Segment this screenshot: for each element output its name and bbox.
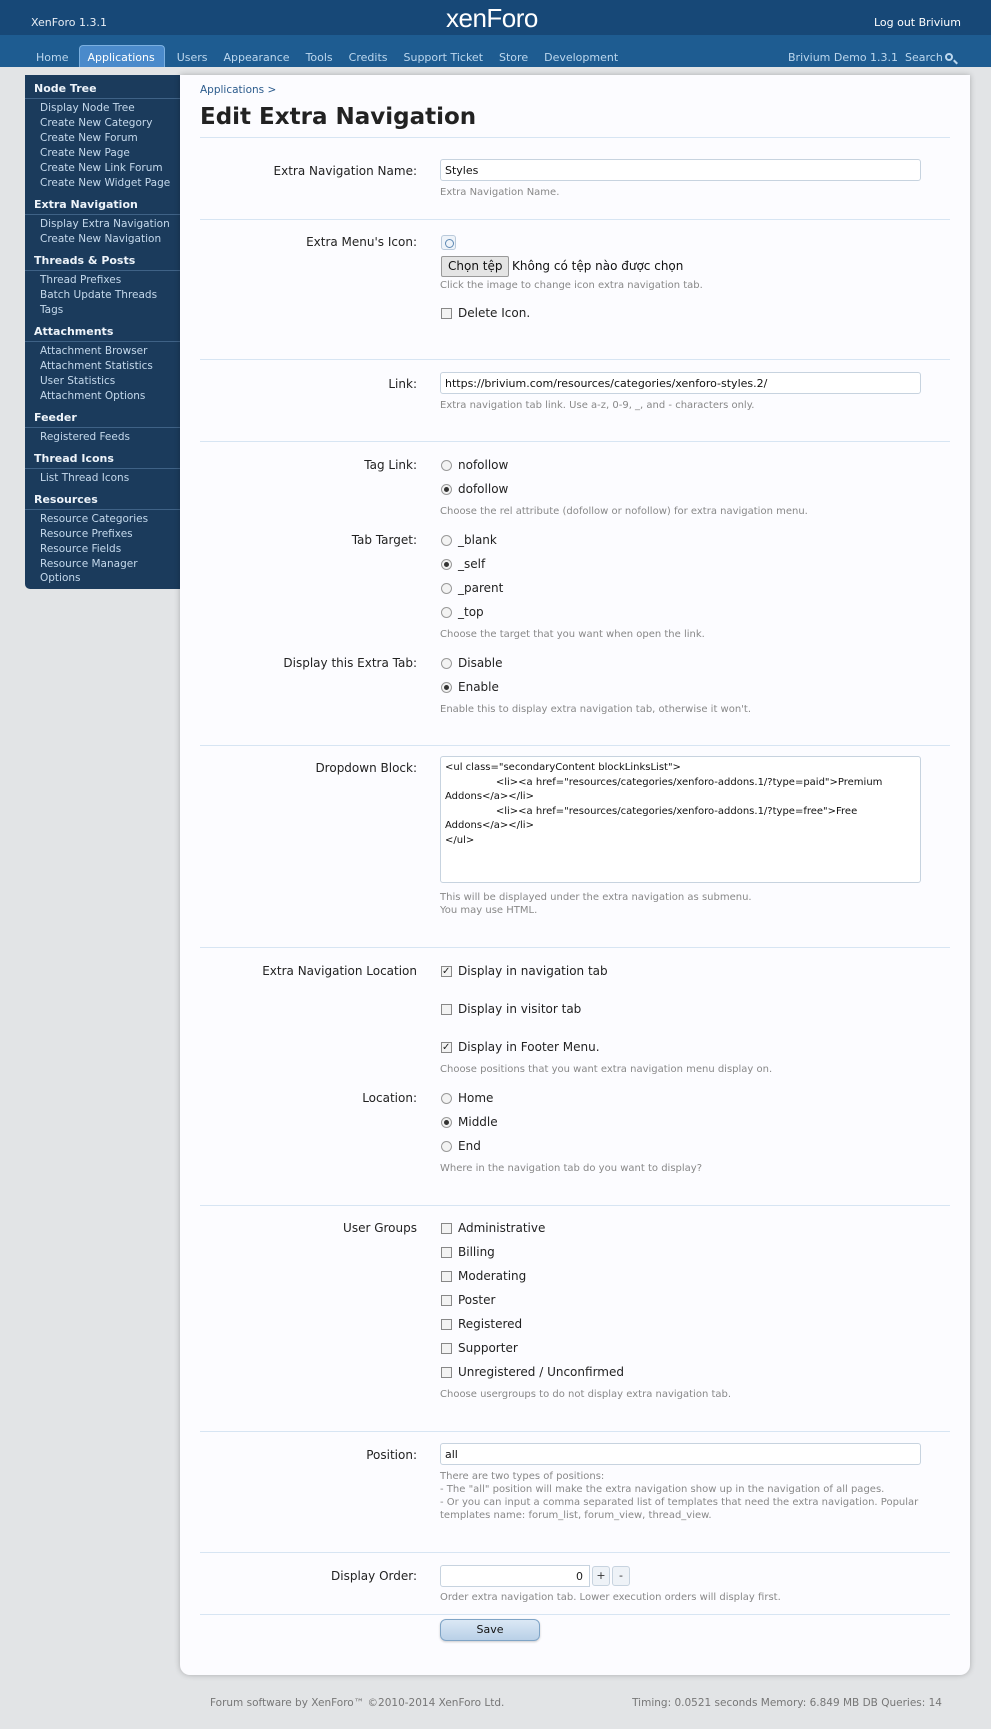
page-title: Edit Extra Navigation (200, 104, 477, 130)
position-input[interactable]: all (440, 1443, 921, 1465)
radio-button[interactable] (441, 607, 452, 618)
checkbox-box[interactable] (441, 1271, 452, 1282)
sidebar-item-attachment-statistics[interactable]: Attachment Statistics (40, 360, 153, 372)
option-label: Display in Footer Menu. (458, 1040, 600, 1054)
option-label: Registered (458, 1317, 523, 1331)
sidebar-item-batch-update-threads[interactable]: Batch Update Threads (40, 289, 158, 301)
checkbox-box[interactable] (441, 1295, 452, 1306)
user-groups-hint: Choose usergroups to do not display extra navigation tab. (440, 1389, 732, 1400)
sidebar-item-thread-prefixes[interactable]: Thread Prefixes (40, 274, 122, 286)
delete-icon-label: Delete Icon. (458, 306, 531, 320)
location-label: Location: (362, 1091, 417, 1105)
choose-file-button[interactable]: Chọn tệp (441, 256, 509, 277)
divider (200, 947, 950, 948)
option-label: Middle (458, 1115, 498, 1129)
sidebar-group (25, 404, 180, 445)
checkbox-box[interactable] (441, 1343, 452, 1354)
option-label: Poster (458, 1293, 496, 1307)
divider (200, 1552, 950, 1553)
sidebar-item-display-node-tree[interactable]: Display Node Tree (40, 102, 135, 114)
position-label: Position: (366, 1448, 417, 1462)
radio-disable[interactable] (441, 656, 503, 670)
radio-home[interactable] (441, 1091, 493, 1105)
sidebar-item-resource-categories[interactable]: Resource Categories (40, 513, 149, 525)
name-input[interactable]: Styles (440, 159, 921, 181)
sidebar-item-user-statistics[interactable]: User Statistics (40, 375, 116, 387)
sidebar-heading[interactable]: Attachments (25, 325, 180, 342)
checkbox-administrative[interactable] (441, 1221, 545, 1235)
nav-tabs (29, 45, 627, 67)
checkbox-visitor-tab[interactable] (441, 1002, 581, 1016)
option-label: Billing (458, 1245, 495, 1259)
radio-button[interactable] (441, 1093, 452, 1104)
divider (200, 1205, 950, 1206)
sidebar-heading[interactable]: Extra Navigation (25, 198, 180, 215)
checkbox-billing[interactable] (441, 1245, 495, 1259)
option-label: Supporter (458, 1341, 518, 1355)
divider (200, 137, 950, 138)
option-label: Display in visitor tab (458, 1002, 582, 1016)
checkbox-supporter[interactable] (441, 1341, 518, 1355)
footer-copyright[interactable]: Forum software by XenForo™ ©2010-2014 XenForo Ltd. (210, 1697, 505, 1709)
checkbox-unregistered[interactable] (441, 1365, 624, 1379)
radio-middle[interactable] (441, 1115, 498, 1129)
tab-credits[interactable]: Credits (348, 51, 388, 64)
option-label: Disable (458, 656, 503, 670)
display-order-hint: Order extra navigation tab. Lower execution orders will display first. (440, 1592, 781, 1603)
tab-users[interactable]: Users (176, 51, 208, 64)
save-button[interactable]: Save (440, 1619, 540, 1641)
checkbox-moderating[interactable] (441, 1269, 526, 1283)
sidebar-heading[interactable]: Thread Icons (25, 452, 180, 469)
sidebar-item-resource-fields[interactable]: Resource Fields (40, 543, 122, 555)
footer-debug-info: Timing: 0.0521 seconds Memory: 6.849 MB DB Queries: 14 (632, 1697, 942, 1709)
radio-button[interactable] (441, 658, 452, 669)
sidebar-group (25, 191, 180, 247)
radio-button[interactable] (441, 1117, 452, 1128)
checkbox-registered[interactable] (441, 1317, 522, 1331)
sidebar-group (25, 445, 180, 486)
icon-label: Extra Menu's Icon: (306, 235, 417, 249)
checkbox-box[interactable] (441, 308, 452, 319)
search-link[interactable] (905, 51, 953, 64)
sidebar-item-attachment-browser[interactable]: Attachment Browser (40, 345, 148, 357)
name-hint: Extra Navigation Name. (440, 187, 560, 198)
checkbox-box[interactable] (441, 1223, 452, 1234)
radio-button[interactable] (441, 1141, 452, 1152)
dropdown-textarea[interactable]: <ul class="secondaryContent blockLinksList"> <li><a href="resources/categories/xenforo-addons.1/?type=paid">Premium Addons</a></li> <li><a href="resources/categories/xenforo-addons.1/?type=free">Free Addons</a></li> </ul> (440, 756, 921, 883)
logo[interactable]: xenForo (446, 3, 538, 33)
radio-parent[interactable] (441, 581, 503, 595)
file-status: Không có tệp nào được chọn (512, 259, 684, 273)
option-label: End (458, 1139, 481, 1153)
position-hint-4: templates name: forum_list, forum_view, thread_view. (440, 1510, 712, 1521)
sidebar-heading[interactable]: Threads & Posts (25, 254, 180, 271)
display-tab-hint: Enable this to display extra navigation tab, otherwise it won't. (440, 704, 752, 715)
sidebar-item-create-link-forum[interactable]: Create New Link Forum (40, 162, 163, 174)
radio-button[interactable] (441, 460, 452, 471)
board-link[interactable]: Brivium Demo 1.3.1 (788, 51, 899, 64)
radio-button[interactable] (441, 484, 452, 495)
tab-support-ticket[interactable]: Support Ticket (403, 51, 484, 64)
dropdown-hint-html: You may use HTML. (440, 905, 538, 916)
display-tab-label: Display this Extra Tab: (283, 656, 417, 670)
sidebar-item-display-extra-navigation[interactable]: Display Extra Navigation (40, 218, 170, 230)
divider (200, 359, 950, 360)
sidebar-item-resource-prefixes[interactable]: Resource Prefixes (40, 528, 133, 540)
sidebar-heading[interactable]: Resources (25, 493, 180, 510)
main-content (180, 75, 970, 1675)
option-label: _self (458, 557, 486, 571)
version-label: XenForo 1.3.1 (31, 16, 107, 29)
navigation-icon[interactable] (441, 235, 456, 250)
dropdown-hint: This will be displayed under the extra navigation as submenu. (440, 892, 752, 903)
tab-home[interactable]: Home (36, 51, 69, 64)
search-icon (945, 53, 953, 61)
tab-appearance[interactable]: Appearance (223, 51, 290, 64)
radio-button[interactable] (441, 583, 452, 594)
checkbox-box[interactable] (441, 1367, 452, 1378)
position-hint-2: - The "all" position will make the extra navigation show up in the navigation of all pages. (440, 1484, 885, 1495)
option-label: Enable (458, 680, 499, 694)
link-input[interactable]: https://brivium.com/resources/categories/xenforo-styles.2/ (440, 372, 921, 394)
sidebar-item-resource-manager-options[interactable]: Resource Manager Options (40, 558, 138, 584)
tab-target-label: Tab Target: (351, 533, 417, 547)
nav-location-label: Extra Navigation Location (262, 964, 417, 978)
sidebar-group (25, 75, 180, 191)
radio-enable[interactable] (441, 680, 499, 694)
checkbox-box[interactable] (441, 966, 452, 977)
option-label: Moderating (458, 1269, 527, 1283)
name-label: Extra Navigation Name: (273, 164, 417, 178)
sidebar-item-create-widget-page[interactable]: Create New Widget Page (40, 177, 171, 189)
radio-button[interactable] (441, 559, 452, 570)
option-label: _parent (458, 581, 504, 595)
divider (200, 1614, 950, 1615)
checkbox-navigation-tab[interactable] (441, 964, 608, 978)
divider (200, 1431, 950, 1432)
checkbox-box[interactable] (441, 1247, 452, 1258)
sidebar-group (25, 486, 180, 584)
sidebar-heading[interactable]: Node Tree (25, 82, 180, 99)
radio-self[interactable] (441, 557, 485, 571)
position-hint-3: - Or you can input a comma separated list of templates that need the extra navigation. Popular (440, 1497, 919, 1508)
link-label: Link: (388, 377, 417, 391)
divider (200, 219, 950, 220)
tab-tools[interactable]: Tools (305, 51, 333, 64)
option-label: Home (458, 1091, 494, 1105)
checkbox-box[interactable] (441, 1319, 452, 1330)
radio-end[interactable] (441, 1139, 481, 1153)
radio-button[interactable] (441, 682, 452, 693)
decrement-button[interactable]: - (612, 1566, 630, 1586)
option-label: Unregistered / Unconfirmed (458, 1365, 624, 1379)
header (0, 0, 991, 67)
option-label: dofollow (458, 482, 509, 496)
logout-link[interactable]: Log out Brivium (873, 16, 961, 29)
checkbox-box[interactable] (441, 1042, 452, 1053)
dropdown-label: Dropdown Block: (315, 761, 417, 775)
sidebar-group (25, 318, 180, 404)
nav-location-hint: Choose positions that you want extra navigation menu display on. (440, 1064, 773, 1075)
sidebar-item-attachment-options[interactable]: Attachment Options (40, 390, 146, 402)
option-label: nofollow (458, 458, 509, 472)
search-label: Search (905, 51, 943, 64)
radio-dofollow[interactable] (441, 482, 508, 496)
radio-button[interactable] (441, 535, 452, 546)
sidebar (25, 75, 180, 589)
delete-icon-checkbox[interactable] (441, 306, 530, 320)
tab-store[interactable]: Store (499, 51, 529, 64)
location-hint: Where in the navigation tab do you want to display? (440, 1163, 703, 1174)
breadcrumb[interactable]: Applications > (200, 84, 277, 96)
sidebar-heading[interactable]: Feeder (25, 411, 180, 428)
tab-target-hint: Choose the target that you want when open the link. (440, 629, 705, 640)
link-hint: Extra navigation tab link. Use a-z, 0-9, _, and - characters only. (440, 400, 755, 411)
tag-link-label: Tag Link: (364, 458, 417, 472)
sidebar-item-registered-feeds[interactable]: Registered Feeds (40, 431, 130, 443)
option-label: _blank (458, 533, 497, 547)
tab-applications[interactable]: Applications (79, 45, 164, 67)
display-order-input[interactable]: 0 (440, 1565, 590, 1587)
sidebar-group (25, 247, 180, 318)
option-label: Display in navigation tab (458, 964, 608, 978)
option-label: _top (458, 605, 484, 619)
position-hint-1: There are two types of positions: (440, 1471, 605, 1482)
sidebar-item-create-category[interactable]: Create New Category (40, 117, 153, 129)
radio-nofollow[interactable] (441, 458, 508, 472)
icon-hint: Click the image to change icon extra navigation tab. (440, 280, 703, 291)
checkbox-box[interactable] (441, 1004, 452, 1015)
tab-development[interactable]: Development (544, 51, 619, 64)
divider (200, 745, 950, 746)
increment-button[interactable]: + (592, 1566, 610, 1586)
sidebar-item-create-forum[interactable]: Create New Forum (40, 132, 138, 144)
user-groups-label: User Groups (343, 1221, 417, 1235)
sidebar-item-tags[interactable]: Tags (40, 304, 64, 316)
sidebar-item-create-page[interactable]: Create New Page (40, 147, 130, 159)
checkbox-footer-menu[interactable] (441, 1040, 600, 1054)
checkbox-poster[interactable] (441, 1293, 495, 1307)
sidebar-item-create-navigation[interactable]: Create New Navigation (40, 233, 162, 245)
radio-blank[interactable] (441, 533, 497, 547)
sidebar-item-list-thread-icons[interactable]: List Thread Icons (40, 472, 130, 484)
divider (200, 441, 950, 442)
option-label: Administrative (458, 1221, 546, 1235)
tag-link-hint: Choose the rel attribute (dofollow or nofollow) for extra navigation menu. (440, 506, 808, 517)
display-order-label: Display Order: (331, 1569, 417, 1583)
radio-top[interactable] (441, 605, 484, 619)
